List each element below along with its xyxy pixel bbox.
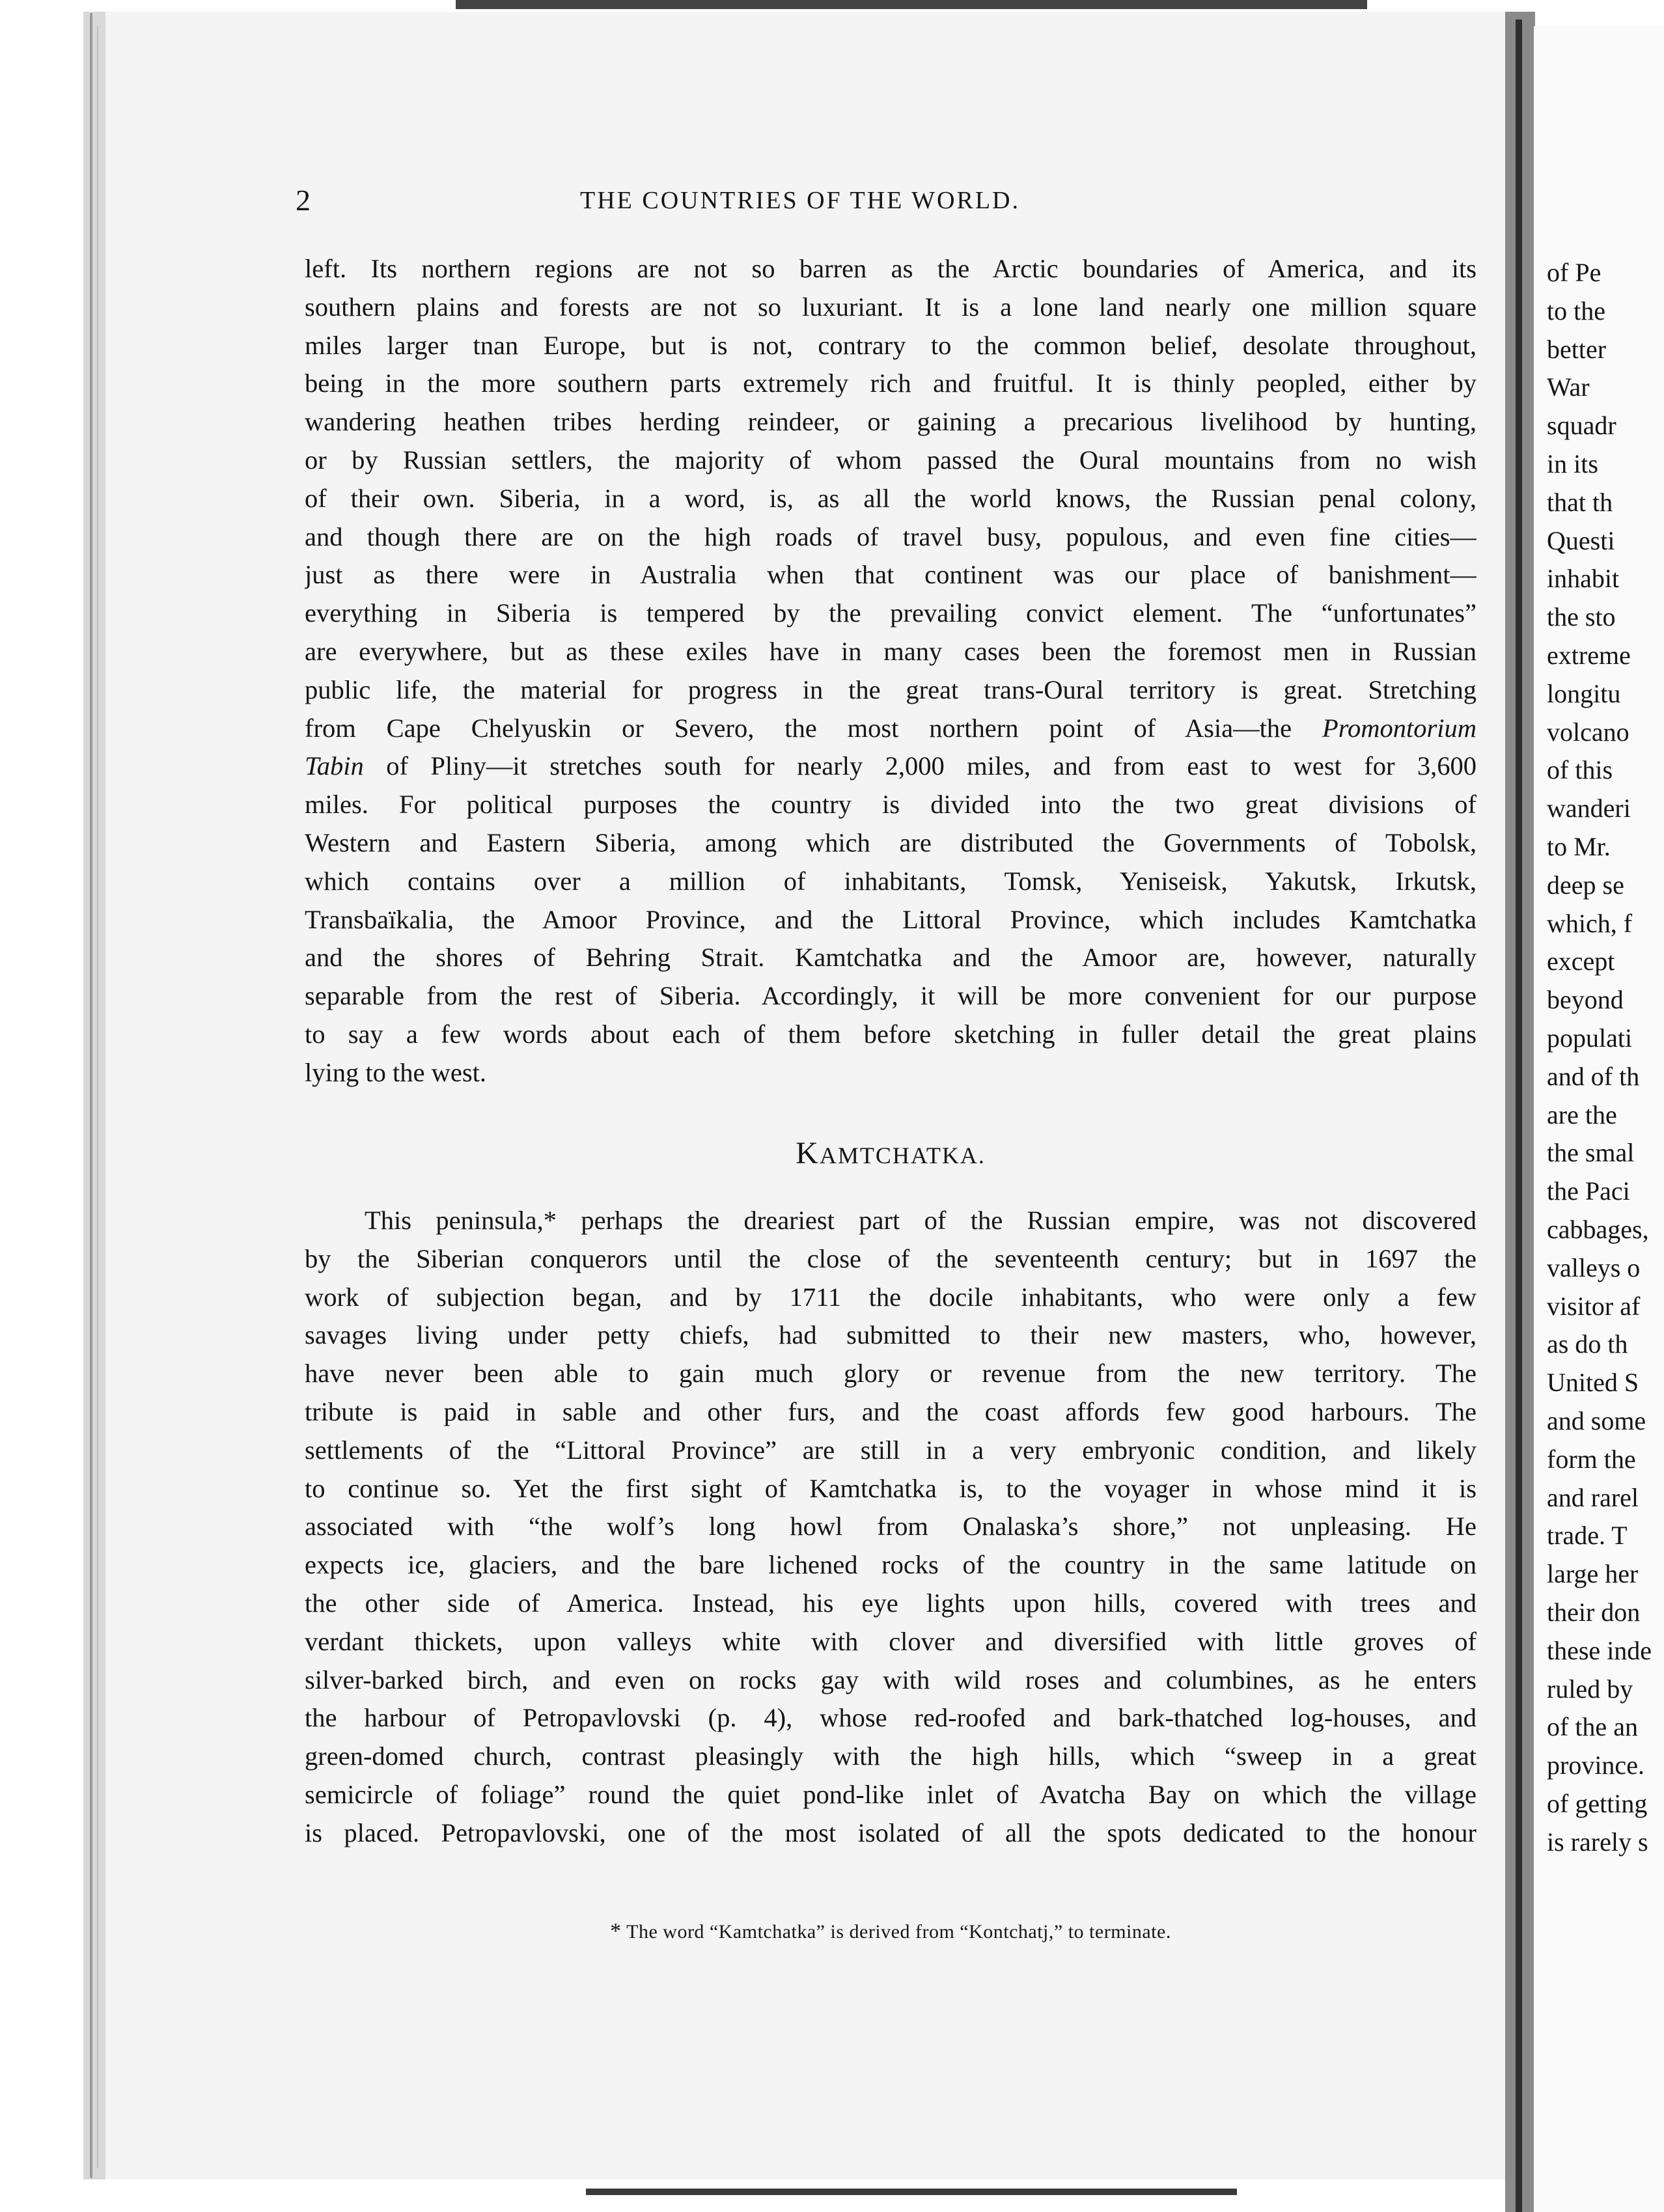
- line-text: by the Siberian conquerors until the close of the seventeenth century; but in 1697 the: [305, 1243, 1477, 1273]
- line-text: left. Its northern regions are not so barren as the Arctic boundaries of America, and its: [305, 254, 1477, 283]
- text-line: [305, 633, 1477, 671]
- text-line: [305, 1546, 1477, 1584]
- text-line: [305, 518, 1477, 557]
- line-text: to say a few words about each of them before sketching in fuller detail the great plains: [305, 1019, 1477, 1049]
- line-text: and the shores of Behring Strait. Kamtchatka and the Amoor are, however, naturally: [305, 943, 1477, 973]
- page-number: 2: [296, 184, 311, 217]
- facing-page-line: of getting: [1547, 1789, 1648, 1818]
- body-paragraph-1: [305, 250, 1477, 1092]
- italic-text: Tabin: [305, 751, 364, 781]
- facing-page-line: of Pe: [1547, 258, 1602, 287]
- facing-page-line: large her: [1547, 1559, 1639, 1589]
- text-line: [305, 1202, 1477, 1240]
- facing-page-line: visitor af: [1547, 1291, 1641, 1321]
- line-text: or by Russian settlers, the majority of whom passed the Oural mountains from no wish: [305, 445, 1477, 475]
- facing-page-line: the Paci: [1547, 1176, 1630, 1206]
- facing-page-line: and some: [1547, 1406, 1646, 1435]
- line-text: semicircle of foliage” round the quiet pond-like inlet of Avatcha Bay on which the village: [305, 1779, 1477, 1809]
- text-line: [305, 1737, 1477, 1776]
- text-line: [305, 1355, 1477, 1393]
- text-line: [305, 786, 1477, 824]
- line-text: savages living under petty chiefs, had submitted to their new masters, who, however,: [305, 1320, 1477, 1350]
- facing-page-line: better: [1547, 334, 1607, 364]
- text-line: [305, 1470, 1477, 1508]
- text-line: [305, 863, 1477, 901]
- text-line: [305, 1240, 1477, 1279]
- facing-page-line: their don: [1547, 1597, 1641, 1627]
- line-text: associated with “the wolf’s long howl from Onalaska’s shore,” not unpleasing. He: [305, 1512, 1477, 1541]
- facing-page-line: the sto: [1547, 602, 1616, 632]
- facing-page-line: of this: [1547, 755, 1613, 785]
- line-text: miles. For political purposes the country is divided into the two great divisions of: [305, 790, 1477, 820]
- facing-page-line: of the an: [1547, 1712, 1638, 1742]
- line-text: expects ice, glaciers, and the bare lichened rocks of the country in the same latitude on: [305, 1550, 1477, 1580]
- text-line: [305, 441, 1477, 480]
- page-header: [217, 174, 1383, 227]
- facing-page-line: valleys o: [1547, 1252, 1641, 1282]
- line-text: the harbour of Petropavlovski (p. 4), whose red-roofed and bark-thatched log-houses, and: [305, 1703, 1477, 1733]
- line-text: of Pliny—it stretches south for nearly 2,000 miles, and from east to west for 3,600: [363, 751, 1477, 781]
- text-line: [305, 1431, 1477, 1470]
- section-heading-initial: K: [796, 1136, 820, 1170]
- text-line: [305, 1699, 1477, 1737]
- text-line: [305, 250, 1477, 288]
- facing-page-line: in its: [1547, 449, 1598, 478]
- facing-page-line: longitu: [1547, 678, 1621, 708]
- text-line: [305, 327, 1477, 365]
- text-line: [305, 671, 1477, 710]
- text-line: [305, 1661, 1477, 1700]
- facing-page-line: as do th: [1547, 1329, 1628, 1359]
- line-text: just as there were in Australia when that continent was our place of banishment—: [305, 560, 1477, 590]
- line-text: public life, the material for progress in the great trans-Oural territory is great. Stretching: [305, 674, 1477, 704]
- line-text: and though there are on the high roads of travel busy, populous, and even fine cities—: [305, 521, 1477, 551]
- footnote-text: The word “Kamtchatka” is derived from “Kontchatj,” to terminate.: [626, 1921, 1171, 1942]
- facing-page-line: province.: [1547, 1750, 1644, 1780]
- facing-page-fragment: [1532, 0, 1664, 2212]
- line-text: This peninsula,* perhaps the dreariest part of the Russian empire, was not discovered: [365, 1206, 1477, 1235]
- facing-page-line: trade. T: [1547, 1521, 1628, 1551]
- facing-page-line: the smal: [1547, 1138, 1635, 1168]
- top-binding-edge: [456, 0, 1367, 9]
- text-line: [305, 747, 1477, 786]
- facing-page-line: form the: [1547, 1444, 1636, 1474]
- facing-page-line: volcano: [1547, 717, 1629, 747]
- line-text: being in the more southern parts extremely rich and fruitful. It is thinly peopled, either by: [305, 368, 1477, 398]
- facing-page-line: except: [1547, 947, 1615, 976]
- facing-page-line: are the: [1547, 1099, 1617, 1129]
- facing-page-line: ruled by: [1547, 1674, 1633, 1704]
- text-line: [305, 1508, 1477, 1546]
- text-line: [305, 710, 1477, 748]
- body-paragraph-2: [305, 1202, 1477, 1853]
- facing-page-line: is rarely s: [1547, 1827, 1648, 1857]
- line-text: the other side of America. Instead, his eye lights upon hills, covered with trees and: [305, 1588, 1477, 1618]
- facing-page-line: that th: [1547, 487, 1613, 517]
- line-text: separable from the rest of Siberia. Accordingly, it will be more convenient for our purpose: [305, 981, 1477, 1011]
- facing-page-line: cabbages,: [1547, 1215, 1649, 1244]
- footnote-marker: *: [610, 1919, 622, 1943]
- line-text: Western and Eastern Siberia, among which are distributed the Governments of Tobolsk,: [305, 827, 1477, 857]
- bottom-binding-edge: [586, 2189, 1237, 2195]
- text-line: [305, 1393, 1477, 1431]
- line-text: miles larger tnan Europe, but is not, contrary to the common belief, desolate throughout,: [305, 330, 1477, 360]
- line-text: southern plains and forests are not so luxuriant. It is a lone land nearly one million square: [305, 292, 1477, 322]
- text-line: [305, 365, 1477, 403]
- text-line: [305, 1279, 1477, 1317]
- text-line: [305, 403, 1477, 441]
- text-line: [305, 1316, 1477, 1355]
- line-text: settlements of the “Littoral Province” are still in a very embryonic condition, and likely: [305, 1435, 1477, 1465]
- facing-page-line: United S: [1547, 1368, 1639, 1398]
- line-text: silver-barked birch, and even on rocks gay with wild roses and columbines, as he enters: [305, 1665, 1477, 1694]
- text-line: [305, 556, 1477, 594]
- facing-page-line: deep se: [1547, 870, 1624, 900]
- facing-page-line: War: [1547, 372, 1590, 402]
- line-text: is placed. Petropavlovski, one of the most isolated of all the spots dedicated to the honour: [305, 1818, 1477, 1847]
- line-text: verdant thickets, upon valleys white with clover and diversified with little groves of: [305, 1626, 1477, 1656]
- line-text: wandering heathen tribes herding reindeer, or gaining a precarious livelihood by hunting,: [305, 407, 1477, 437]
- facing-page-line: beyond: [1547, 985, 1624, 1015]
- line-text: from Cape Chelyuskin or Severo, the most northern point of Asia—the: [305, 713, 1322, 743]
- line-text: which contains over a million of inhabitants, Tomsk, Yeniseisk, Yakutsk, Irkutsk,: [305, 866, 1477, 896]
- facing-page-line: populati: [1547, 1023, 1633, 1053]
- text-line: [305, 1054, 1477, 1092]
- line-text: green-domed church, contrast pleasingly with the high hills, which “sweep in a great: [305, 1741, 1477, 1771]
- text-line: [305, 939, 1477, 977]
- text-line: [305, 288, 1477, 327]
- text-line: [305, 1016, 1477, 1054]
- text-line: [305, 1623, 1477, 1661]
- text-line: [305, 1814, 1477, 1853]
- facing-page-line: to Mr.: [1547, 832, 1611, 861]
- italic-text: Promontorium: [1322, 713, 1477, 743]
- line-text: are everywhere, but as these exiles have in many cases been the foremost men in Russian: [305, 636, 1477, 666]
- line-text: work of subjection began, and by 1711 the docile inhabitants, who were only a few: [305, 1282, 1477, 1312]
- facing-page-line: to the: [1547, 296, 1605, 325]
- line-text: have never been able to gain much glory or revenue from the new territory. The: [305, 1359, 1477, 1389]
- line-text: of their own. Siberia, in a word, is, as all the world knows, the Russian penal colony,: [305, 483, 1477, 513]
- footnote: [305, 1915, 1477, 1948]
- running-title: THE COUNTRIES OF THE WORLD.: [580, 187, 1020, 214]
- line-text: everything in Siberia is tempered by the prevailing convict element. The “unfortunates”: [305, 598, 1477, 628]
- facing-page-line: extreme: [1547, 641, 1631, 670]
- text-line: [305, 977, 1477, 1016]
- facing-page-line: squadr: [1547, 411, 1616, 441]
- facing-page-line: and rarel: [1547, 1482, 1639, 1512]
- facing-page-line: wanderi: [1547, 794, 1631, 823]
- facing-page-line: which, f: [1547, 908, 1633, 938]
- text-line: [305, 480, 1477, 518]
- text-line: [305, 901, 1477, 939]
- facing-page-line: Questi: [1547, 525, 1615, 555]
- text-line: [305, 824, 1477, 863]
- text-line: [305, 594, 1477, 633]
- line-text: tribute is paid in sable and other furs, and the coast affords few good harbours. The: [305, 1396, 1477, 1426]
- line-text: Transbaïkalia, the Amoor Province, and the Littoral Province, which includes Kamtchatka: [305, 904, 1477, 934]
- section-heading: [305, 1134, 1477, 1175]
- text-line: [305, 1584, 1477, 1623]
- facing-page-line: and of th: [1547, 1061, 1640, 1091]
- line-text: to continue so. Yet the first sight of Kamtchatka is, to the voyager in whose mind it is: [305, 1473, 1477, 1503]
- text-line: [305, 1776, 1477, 1814]
- facing-page-line: inhabit: [1547, 564, 1620, 594]
- section-heading-text: AMTCHATKA.: [819, 1142, 986, 1168]
- facing-page-line: these inde: [1547, 1635, 1652, 1665]
- line-text: lying to the west.: [305, 1057, 486, 1087]
